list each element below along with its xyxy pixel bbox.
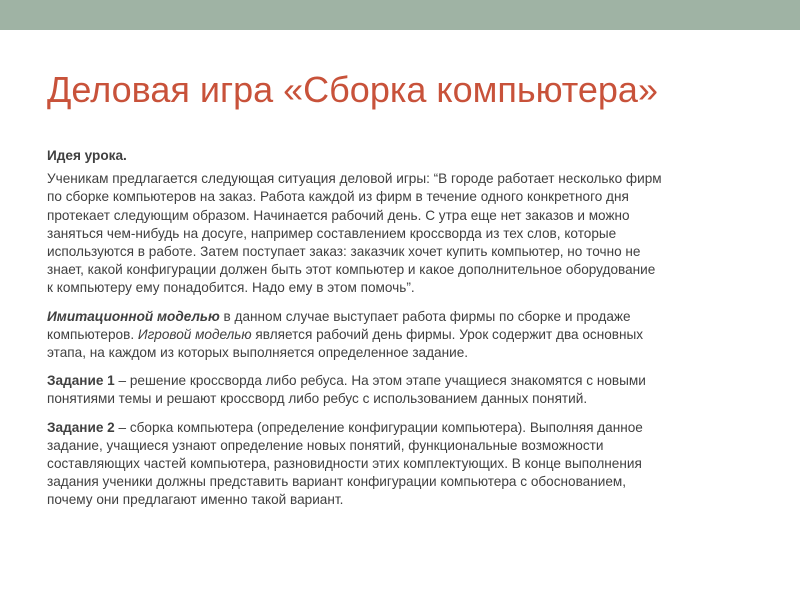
scenario-paragraph (47, 170, 747, 297)
task2-paragraph (47, 419, 747, 510)
scenario-line: протекает следующим образом. Начинается рабочий день. С утра еще нет заказов и можно (47, 207, 630, 223)
model-text: в данном случае выступает работа фирмы по сборке и продаже (219, 308, 631, 324)
task1-text: понятиями темы и решают кроссворд либо ребус с использованием данных понятий. (47, 391, 588, 407)
slide-body (47, 147, 747, 520)
scenario-line: Ученикам предлагается следующая ситуация деловой игры: “В городе работает несколько фирм (47, 171, 662, 187)
task1-label: Задание 1 (47, 373, 115, 389)
task2-text: – сборка компьютера (определение конфигурации компьютера). Выполняя данное (114, 419, 643, 435)
model-text: компьютеров. (47, 326, 138, 342)
task2-label: Задание 2 (47, 419, 115, 435)
scenario-line: заняться чем-нибудь на досуге, например составлением кроссворда из тех слов, которые (47, 225, 617, 241)
task2-line: задания ученики должны представить вариант конфигурации компьютера с обоснованием, (47, 474, 627, 490)
task1-text: – решение кроссворда либо ребуса. На этом этапе учащиеся знакомятся с новыми (114, 373, 646, 389)
game-model-term: Игровой моделью (137, 326, 252, 342)
model-paragraph (47, 308, 747, 363)
task2-line: задание, учащиеся узнают определение новых понятий, функциональные возможности (47, 437, 604, 453)
top-accent-bar (0, 0, 800, 30)
idea-heading-text: Идея урока. (47, 148, 127, 163)
scenario-line: используются в работе. Затем поступает заказ: заказчик хочет купить компьютер, но точно не (47, 244, 641, 260)
slide-title: Деловая игра «Сборка компьютера» (47, 69, 658, 110)
task2-line: составляющих частей компьютера, разновидности этих комплектующих. В конце выполнения (47, 456, 642, 472)
scenario-line: знает, какой конфигурации должен быть этот компьютер и какое дополнительное оборудование (47, 262, 656, 278)
task1-paragraph (47, 372, 747, 408)
idea-heading (47, 147, 747, 165)
scenario-line: по сборке компьютеров на заказ. Работа каждой из фирм в течение одного конкретного дня (47, 189, 629, 205)
model-text: этапа, на каждом из которых выполняется определенное задание. (47, 345, 469, 361)
task2-line: почему они предлагают именно такой вариант. (47, 492, 344, 508)
imitation-model-term: Имитационной моделью (47, 308, 220, 324)
model-text: является рабочий день фирмы. Урок содержит два основных (251, 326, 644, 342)
scenario-line: к компьютеру ему понадобится. Надо ему в этом помочь”. (47, 280, 415, 296)
